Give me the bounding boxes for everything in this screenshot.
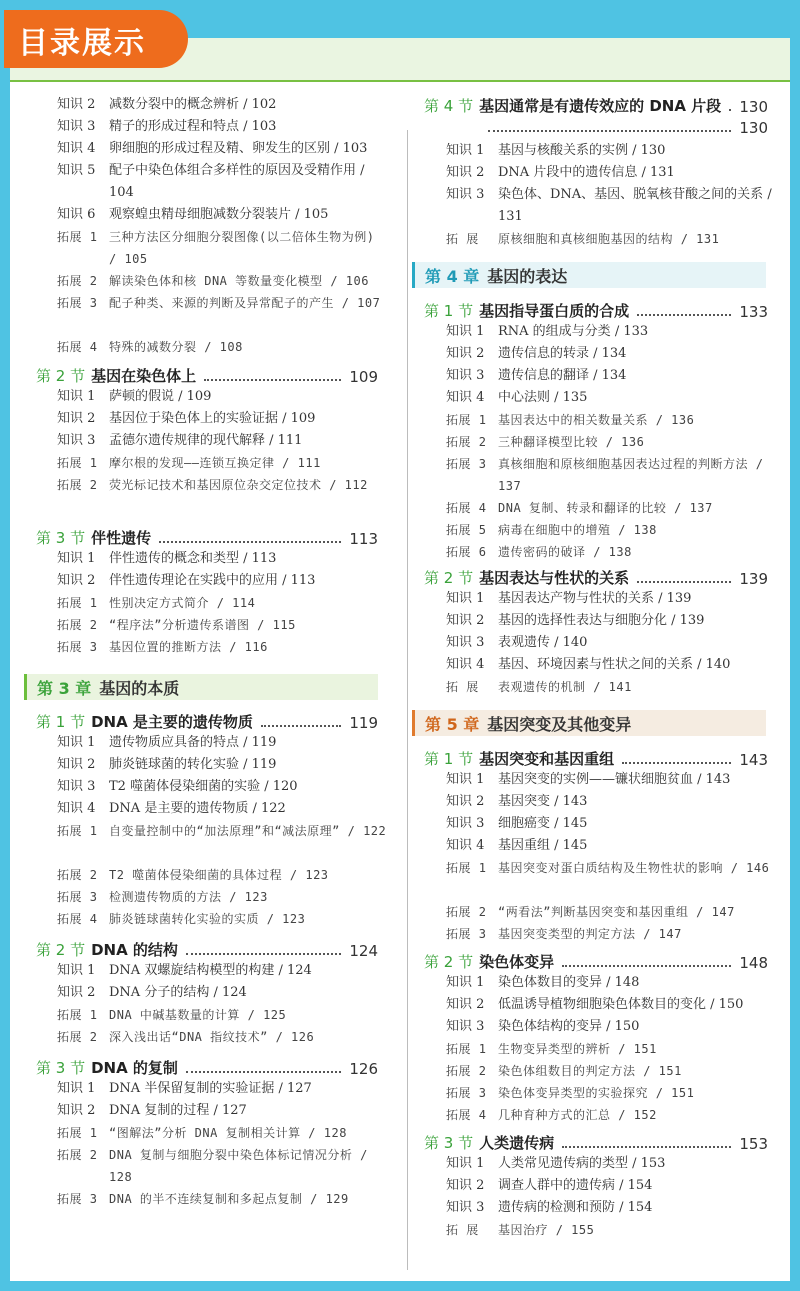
section-heading (36, 527, 378, 548)
entry-text: 孟德尔遗传规律的现代解释 / 111 (109, 433, 303, 448)
entry-label: 拓展 4 (446, 501, 487, 515)
toc-entry (57, 160, 389, 204)
column-divider (407, 130, 408, 1270)
entry-text: 遗传密码的破译 / 138 (498, 545, 632, 559)
entry-label: 知识 2 (57, 757, 96, 772)
section-number: 第 2 节 (36, 367, 86, 385)
section-page: 130 (739, 119, 768, 137)
entry-text: 基因重组 / 145 (498, 838, 588, 853)
entry-label: 拓展 2 (57, 868, 98, 882)
section-page: 130 (739, 98, 768, 116)
entry-label: 知识 1 (57, 735, 96, 750)
leader-dots (637, 580, 731, 583)
entry-label: 拓展 2 (57, 478, 98, 492)
toc-entry (446, 1082, 778, 1104)
section-title: 基因在染色体上 (91, 367, 197, 385)
entry-text: 基因突变 / 143 (498, 794, 588, 809)
leader-dots (622, 761, 731, 764)
entry-label: 知识 2 (446, 613, 485, 628)
entry-label: 知识 3 (446, 368, 485, 383)
entry-label: 拓展 1 (446, 1042, 487, 1056)
entry-label: 知识 2 (57, 573, 96, 588)
entry-label: 拓 展 (446, 232, 479, 246)
entry-label: 知识 1 (446, 324, 485, 339)
entry-text: 基因的选择性表达与细胞分化 / 139 (498, 613, 705, 628)
entry-label: 知识 1 (57, 963, 96, 978)
chapter-label: 第 5 章 (425, 714, 480, 734)
entry-text: 染色体结构的变异 / 150 (498, 1019, 640, 1034)
toc-entry (57, 820, 389, 842)
toc-entry (446, 813, 778, 835)
toc-entry (57, 226, 389, 270)
chapter-heading (412, 710, 766, 736)
leader-dots (204, 378, 341, 381)
page-title: 目录展示 (18, 26, 146, 61)
chapter-label: 第 4 章 (425, 266, 480, 286)
entry-text: 基因表达中的相关数量关系 / 136 (498, 413, 695, 427)
entry-text: 遗传信息的转录 / 134 (498, 346, 627, 361)
entry-text: 真核细胞和原核细胞基因表达过程的判断方法 / 137 (498, 457, 764, 493)
toc-entry (446, 1219, 778, 1241)
entry-label: 拓展 1 (446, 413, 487, 427)
toc-entry (446, 365, 778, 387)
toc-entry (446, 835, 778, 857)
entry-label: 拓 展 (446, 680, 479, 694)
section-title: DNA 的结构 (91, 941, 178, 959)
entry-label: 拓展 3 (446, 457, 487, 471)
entry-label: 知识 1 (446, 772, 485, 787)
section-heading (424, 951, 768, 972)
section-title: 基因表达与性状的关系 (479, 569, 630, 587)
entry-label: 拓展 1 (57, 596, 98, 610)
toc-entry (57, 474, 389, 496)
toc-entry (57, 1122, 389, 1144)
section-page: 133 (739, 303, 768, 321)
section-number: 第 3 节 (36, 529, 86, 547)
toc-entry (57, 1026, 389, 1048)
entry-text: DNA 半保留复制的实验证据 / 127 (109, 1081, 312, 1096)
entry-text: RNA 的组成与分类 / 133 (498, 324, 649, 339)
entry-text: “程序法”分析遗传系谱图 / 115 (109, 618, 296, 632)
section-page: 109 (349, 368, 378, 386)
toc-entry (57, 94, 389, 116)
entry-text: 遗传物质应具备的特点 / 119 (109, 735, 277, 750)
entry-text: 遗传病的检测和预防 / 154 (498, 1200, 653, 1215)
entry-text: 萨顿的假说 / 109 (109, 389, 212, 404)
toc-entry (57, 1078, 389, 1100)
title-badge (4, 10, 188, 68)
entry-text: 摩尔根的发现——连锁互换定律 / 111 (109, 456, 321, 470)
section-page: 124 (349, 942, 378, 960)
toc-entry (446, 1016, 778, 1038)
toc-entry (57, 776, 389, 798)
entry-text: DNA 是主要的遗传物质 / 122 (109, 801, 286, 816)
entry-text: 荧光标记技术和基因原位杂交定位技术 / 112 (109, 478, 368, 492)
entry-text: 基因位置的推断方法 / 116 (109, 640, 268, 654)
entry-label: 知识 1 (57, 1081, 96, 1096)
entry-text: 几种育种方式的汇总 / 152 (498, 1108, 657, 1122)
toc-entry (446, 1197, 778, 1219)
toc-entry (446, 184, 778, 228)
section-heading (424, 95, 768, 116)
leader-dots (562, 1145, 731, 1148)
toc-entry (446, 610, 778, 632)
toc-entry (446, 901, 778, 923)
toc-entry (57, 138, 389, 160)
entry-text: 性别决定方式简介 / 114 (109, 596, 256, 610)
entry-label: 拓展 6 (446, 545, 487, 559)
toc-entry (446, 1038, 778, 1060)
toc-entry (57, 754, 389, 776)
section-heading (36, 1057, 378, 1078)
entry-text: 遗传信息的翻译 / 134 (498, 368, 627, 383)
entry-label: 拓 展 (446, 1223, 479, 1237)
entry-label: 拓展 1 (57, 824, 98, 838)
toc-entry (446, 140, 778, 162)
section-heading (36, 939, 378, 960)
toc-entry (446, 654, 778, 676)
toc-entry (57, 1188, 389, 1210)
entry-label: 知识 1 (446, 591, 485, 606)
entry-text: 中心法则 / 135 (498, 390, 588, 405)
toc-entry (446, 431, 778, 453)
section-heading (36, 365, 378, 386)
entry-label: 拓展 4 (57, 912, 98, 926)
entry-text: 三种方法区分细胞分裂图像(以二倍体生物为例) / 105 (109, 230, 375, 266)
entry-text: 配子中染色体组合多样性的原因及受精作用 / 104 (109, 163, 365, 200)
section-heading (424, 1132, 768, 1153)
toc-entry (57, 592, 389, 614)
entry-text: DNA 复制、转录和翻译的比较 / 137 (498, 501, 713, 515)
section-page: 126 (349, 1060, 378, 1078)
entry-text: 配子种类、来源的判断及异常配子的产生 / 107 (109, 296, 381, 310)
entry-text: DNA 双螺旋结构模型的构建 / 124 (109, 963, 312, 978)
section-page: 148 (739, 954, 768, 972)
toc-entry (446, 857, 778, 879)
entry-label: 拓展 1 (57, 1126, 98, 1140)
section-number: 第 1 节 (424, 302, 474, 320)
entry-label: 拓展 3 (446, 927, 487, 941)
section-heading (424, 748, 768, 769)
entry-label: 知识 1 (446, 1156, 485, 1171)
toc-entry (57, 408, 389, 430)
entry-text: DNA 分子的结构 / 124 (109, 985, 247, 1000)
toc-entry (446, 541, 778, 563)
toc-entry (446, 769, 778, 791)
section-page: 113 (349, 530, 378, 548)
toc-entry (446, 162, 778, 184)
toc-entry (446, 497, 778, 519)
toc-entry (57, 548, 389, 570)
entry-text: 生物变异类型的辨析 / 151 (498, 1042, 657, 1056)
toc-entry (57, 614, 389, 636)
leader-dots (637, 313, 731, 316)
section-title: 基因突变和基因重组 (479, 750, 615, 768)
entry-text: 染色体变异类型的实验探究 / 151 (498, 1086, 695, 1100)
section-heading (424, 300, 768, 321)
toc-entry (446, 1175, 778, 1197)
entry-text: 表观遗传 / 140 (498, 635, 588, 650)
toc-entry (446, 1060, 778, 1082)
section-number: 第 1 节 (36, 713, 86, 731)
entry-text: 观察蝗虫精母细胞减数分裂装片 / 105 (109, 207, 329, 222)
toc-entry (57, 886, 389, 908)
entry-label: 拓展 1 (446, 861, 487, 875)
entry-text: 基因表达产物与性状的关系 / 139 (498, 591, 692, 606)
toc-entry (57, 430, 389, 452)
entry-label: 知识 1 (57, 389, 96, 404)
toc-entry (57, 1004, 389, 1026)
entry-text: T2 噬菌体侵染细菌的实验 / 120 (109, 779, 298, 794)
entry-text: 染色体数目的变异 / 148 (498, 975, 640, 990)
entry-label: 拓展 3 (446, 1086, 487, 1100)
entry-text: 肺炎链球菌转化实验的实质 / 123 (109, 912, 306, 926)
entry-text: DNA 片段中的遗传信息 / 131 (498, 165, 675, 180)
toc-entry (57, 636, 389, 658)
toc-entry (446, 994, 778, 1016)
section-heading (36, 711, 378, 732)
entry-label: 知识 3 (446, 1200, 485, 1215)
entry-label: 知识 3 (446, 635, 485, 650)
entry-text: 基因突变的实例——镰状细胞贫血 / 143 (498, 772, 731, 787)
entry-text: DNA 复制与细胞分裂中染色体标记情况分析 / 128 (109, 1148, 368, 1184)
toc-entry (57, 270, 389, 292)
section-number: 第 3 节 (36, 1059, 86, 1077)
entry-label: 拓展 4 (446, 1108, 487, 1122)
entry-text: 伴性遗传理论在实践中的应用 / 113 (109, 573, 316, 588)
entry-text: 基因突变对蛋白质结构及生物性状的影响 / 146 (498, 861, 770, 875)
entry-label: 知识 3 (446, 187, 485, 202)
entry-text: 染色体组数目的判定方法 / 151 (498, 1064, 682, 1078)
entry-text: DNA 复制的过程 / 127 (109, 1103, 247, 1118)
entry-label: 知识 2 (57, 411, 96, 426)
toc-entry (446, 972, 778, 994)
entry-text: 基因与核酸关系的实例 / 130 (498, 143, 666, 158)
section-number: 第 3 节 (424, 1134, 474, 1152)
entry-label: 知识 2 (446, 165, 485, 180)
entry-text: T2 噬菌体侵染细菌的具体过程 / 123 (109, 868, 329, 882)
chapter-label: 第 3 章 (37, 678, 92, 698)
section-page: 143 (739, 751, 768, 769)
chapter-heading (24, 674, 378, 700)
entry-label: 知识 2 (57, 1103, 96, 1118)
section-page: 153 (739, 1135, 768, 1153)
leader-dots (562, 964, 731, 967)
entry-label: 知识 3 (57, 779, 96, 794)
toc-entry (446, 632, 778, 654)
toc-entry (446, 1104, 778, 1126)
toc-entry (57, 960, 389, 982)
toc-entry (446, 453, 778, 497)
entry-label: 知识 2 (57, 985, 96, 1000)
entry-label: 知识 2 (57, 97, 96, 112)
toc-entry (446, 923, 778, 945)
toc-entry (446, 343, 778, 365)
entry-text: 深入浅出话“DNA 指纹技术” / 126 (109, 1030, 315, 1044)
entry-label: 拓展 2 (446, 435, 487, 449)
entry-label: 拓展 1 (57, 1008, 98, 1022)
toc-entry (446, 791, 778, 813)
entry-label: 拓展 3 (57, 640, 98, 654)
entry-label: 拓展 2 (446, 905, 487, 919)
entry-text: “图解法”分析 DNA 复制相关计算 / 128 (109, 1126, 347, 1140)
section-title: DNA 的复制 (91, 1059, 178, 1077)
entry-text: 自变量控制中的“加法原理”和“减法原理” / 122 (109, 824, 387, 838)
leader-dots (261, 724, 341, 727)
entry-text: 病毒在细胞中的增殖 / 138 (498, 523, 657, 537)
entry-text: 基因位于染色体上的实验证据 / 109 (109, 411, 316, 426)
entry-text: 解读染色体和核 DNA 等数量变化模型 / 106 (109, 274, 369, 288)
section-page-continued (488, 119, 768, 137)
section-number: 第 2 节 (424, 953, 474, 971)
toc-entry (446, 387, 778, 409)
content-panel (10, 38, 790, 1281)
leader-dots (729, 108, 731, 111)
entry-text: 表观遗传的机制 / 141 (498, 680, 632, 694)
entry-text: 精子的形成过程和特点 / 103 (109, 119, 277, 134)
entry-label: 知识 4 (57, 801, 96, 816)
entry-text: 减数分裂中的概念辨析 / 102 (109, 97, 277, 112)
entry-label: 知识 4 (57, 141, 96, 156)
entry-label: 知识 1 (446, 143, 485, 158)
section-number: 第 2 节 (36, 941, 86, 959)
leader-dots (488, 129, 731, 132)
entry-text: 卵细胞的形成过程及精、卵发生的区别 / 103 (109, 141, 368, 156)
entry-text: 基因突变类型的判定方法 / 147 (498, 927, 682, 941)
entry-text: 原核细胞和真核细胞基因的结构 / 131 (498, 232, 720, 246)
section-title: 基因通常是有遗传效应的 DNA 片段 (479, 97, 722, 115)
entry-text: 细胞癌变 / 145 (498, 816, 588, 831)
entry-label: 知识 3 (446, 1019, 485, 1034)
entry-text: 低温诱导植物细胞染色体数目的变化 / 150 (498, 997, 744, 1012)
entry-text: DNA 的半不连续复制和多起点复制 / 129 (109, 1192, 349, 1206)
leader-dots (186, 1070, 341, 1073)
entry-label: 拓展 2 (57, 274, 98, 288)
entry-text: 伴性遗传的概念和类型 / 113 (109, 551, 277, 566)
entry-text: 三种翻译模型比较 / 136 (498, 435, 645, 449)
section-number: 第 1 节 (424, 750, 474, 768)
toc-entry (446, 1153, 778, 1175)
entry-label: 知识 3 (57, 119, 96, 134)
entry-label: 拓展 1 (57, 230, 98, 244)
section-title: DNA 是主要的遗传物质 (91, 713, 253, 731)
leader-dots (159, 540, 341, 543)
entry-text: DNA 中碱基数量的计算 / 125 (109, 1008, 287, 1022)
entry-label: 知识 3 (57, 433, 96, 448)
section-title: 基因指导蛋白质的合成 (479, 302, 630, 320)
section-number: 第 2 节 (424, 569, 474, 587)
chapter-heading (412, 262, 766, 288)
toc-entry (446, 588, 778, 610)
entry-label: 知识 2 (446, 346, 485, 361)
entry-label: 知识 5 (57, 163, 96, 178)
entry-text: 染色体、DNA、基因、脱氧核苷酸之间的关系 / 131 (498, 187, 772, 224)
section-page: 119 (349, 714, 378, 732)
chapter-name: 基因突变及其他变异 (487, 714, 632, 734)
entry-text: 检测遗传物质的方法 / 123 (109, 890, 268, 904)
entry-label: 拓展 3 (57, 296, 98, 310)
toc-entry (446, 409, 778, 431)
entry-label: 知识 4 (446, 838, 485, 853)
toc-entry (57, 982, 389, 1004)
entry-label: 拓展 2 (57, 1148, 98, 1162)
chapter-name: 基因的表达 (487, 266, 568, 286)
entry-label: 知识 1 (57, 551, 96, 566)
entry-label: 拓展 2 (446, 1064, 487, 1078)
section-title: 染色体变异 (479, 953, 555, 971)
section-page: 139 (739, 570, 768, 588)
entry-label: 知识 6 (57, 207, 96, 222)
toc-entry (446, 228, 778, 250)
entry-label: 拓展 2 (57, 1030, 98, 1044)
toc-entry (57, 732, 389, 754)
toc-entry (57, 336, 389, 358)
section-number: 第 4 节 (424, 97, 474, 115)
entry-label: 知识 4 (446, 390, 485, 405)
toc-entry (57, 908, 389, 930)
toc-entry (57, 864, 389, 886)
entry-text: 肺炎链球菌的转化实验 / 119 (109, 757, 277, 772)
entry-text: “两看法”判断基因突变和基因重组 / 147 (498, 905, 735, 919)
entry-label: 拓展 4 (57, 340, 98, 354)
entry-text: 调查人群中的遗传病 / 154 (498, 1178, 653, 1193)
toc-entry (446, 519, 778, 541)
entry-label: 拓展 2 (57, 618, 98, 632)
entry-label: 知识 2 (446, 997, 485, 1012)
toc-entry (57, 1144, 389, 1188)
section-heading (424, 567, 768, 588)
toc-entry (57, 570, 389, 592)
entry-label: 知识 2 (446, 794, 485, 809)
toc-entry (57, 1100, 389, 1122)
toc-entry (57, 798, 389, 820)
entry-label: 拓展 5 (446, 523, 487, 537)
entry-text: 特殊的减数分裂 / 108 (109, 340, 243, 354)
leader-dots (186, 952, 341, 955)
toc-entry (446, 676, 778, 698)
toc-entry (446, 321, 778, 343)
entry-label: 知识 2 (446, 1178, 485, 1193)
entry-label: 拓展 3 (57, 1192, 98, 1206)
toc-entry (57, 204, 389, 226)
section-title: 伴性遗传 (91, 529, 152, 547)
chapter-name: 基因的本质 (99, 678, 180, 698)
entry-label: 拓展 1 (57, 456, 98, 470)
toc-entry (57, 452, 389, 474)
toc-entry (57, 116, 389, 138)
entry-label: 拓展 3 (57, 890, 98, 904)
entry-text: 基因、环境因素与性状之间的关系 / 140 (498, 657, 731, 672)
section-title: 人类遗传病 (479, 1134, 555, 1152)
toc-entry (57, 292, 389, 314)
entry-text: 人类常见遗传病的类型 / 153 (498, 1156, 666, 1171)
toc-entry (57, 386, 389, 408)
entry-label: 知识 4 (446, 657, 485, 672)
entry-text: 基因治疗 / 155 (498, 1223, 595, 1237)
entry-label: 知识 3 (446, 816, 485, 831)
entry-label: 知识 1 (446, 975, 485, 990)
